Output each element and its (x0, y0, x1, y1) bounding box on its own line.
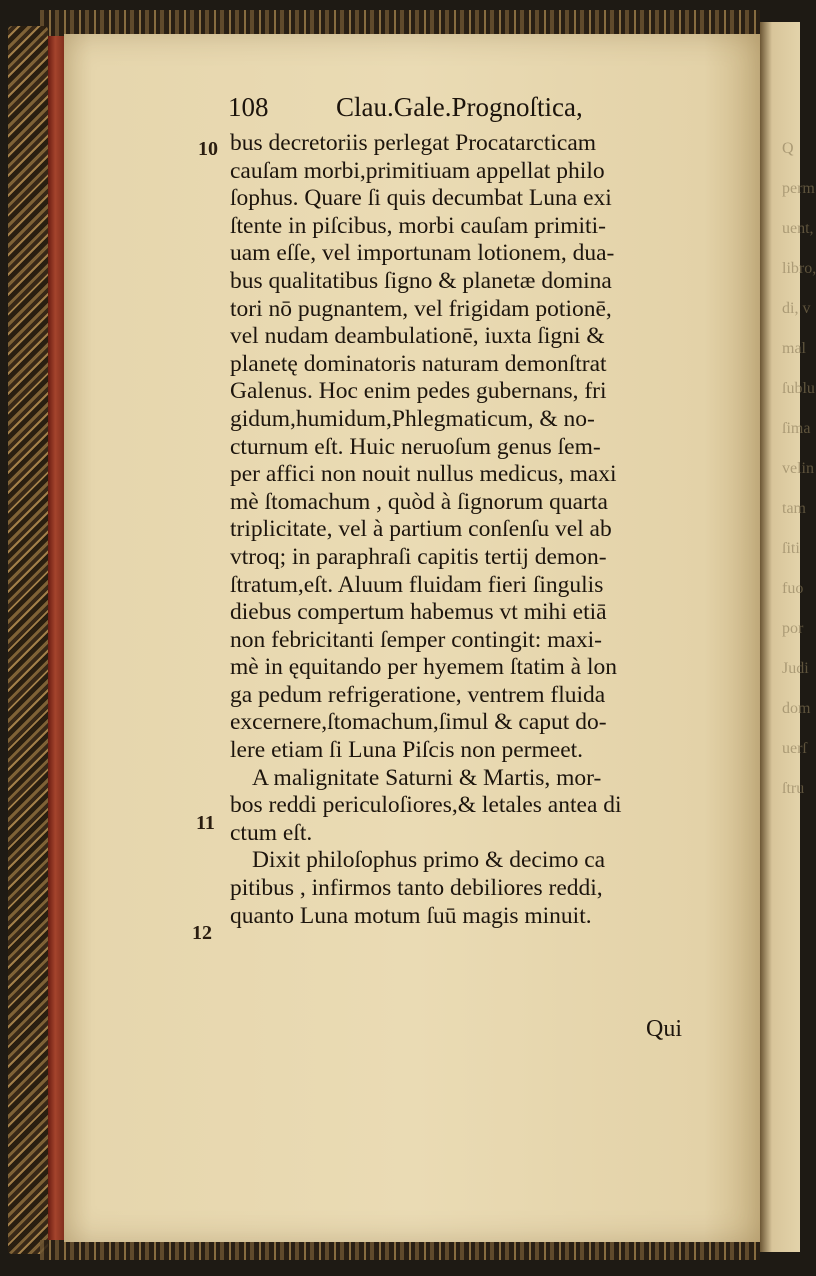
adjacent-page-fragment: di, v (782, 300, 811, 317)
adjacent-page-fragment: ſima (782, 420, 811, 437)
text-line: ſophus. Quare ſi quis decumbat Luna exi (230, 185, 612, 212)
text-line: Dixit philoſophus primo & decimo ca (252, 847, 606, 874)
text-line: pitibus , infirmos tanto debiliores reddi, (230, 875, 603, 902)
text-line: planetę dominatoris naturam demonſtrat (230, 350, 607, 377)
adjacent-page-fragment: uent, (782, 220, 814, 237)
binding-top-edge (40, 10, 760, 36)
text-line: Galenus. Hoc enim pedes gubernans, fri (230, 378, 607, 405)
body-text (230, 130, 700, 930)
adjacent-page-fragment: uerſ (782, 740, 807, 757)
adjacent-page-fragment: tam (782, 500, 806, 517)
text-line: lere etiam ſi Luna Piſcis non permeet. (230, 737, 584, 764)
adjacent-page-fragment: por (782, 620, 804, 637)
text-line: ſtente in piſcibus, morbi cauſam primiti- (230, 212, 606, 239)
text-line: bus decretoriis perlegat Procatarcticam (230, 130, 597, 156)
adjacent-page-fragment: dom (782, 700, 811, 717)
text-line: ga pedum refrigeratione, ventrem fluida (230, 681, 606, 708)
section-number-12: 12 (192, 922, 212, 944)
text-line: mè ſtomachum , quòd à ſignorum quarta (230, 488, 608, 515)
text-line: uam eſſe, vel importunam lotionem, dua- (230, 240, 615, 267)
text-line: mè in ęquitando per hyemem ſtatim à lon (230, 654, 617, 681)
adjacent-page-fragment: ſiti (782, 540, 800, 557)
binding-bottom-edge (40, 1240, 760, 1260)
text-line: quanto Luna motum ſuū magis minuit. (230, 902, 592, 929)
binding-tooled-spine (8, 26, 48, 1254)
adjacent-page-fragment: velin (782, 460, 814, 477)
adjacent-page-fragment: ſtru (782, 780, 805, 797)
text-line: diebus compertum habemus vt mihi etiā (230, 599, 607, 626)
text-line: tori nō pugnantem, vel frigidam potionē, (230, 295, 612, 322)
text-line: gidum,humidum,Phlegmaticum, & no- (230, 405, 595, 432)
section-number-11: 11 (196, 812, 215, 834)
text-line: non febricitanti ſemper contingit: maxi- (230, 626, 602, 653)
text-line: excernere,ſtomachum,ſimul & caput do- (230, 709, 607, 736)
adjacent-page-fragment: Q (782, 140, 794, 157)
text-line: A malignitate Saturni & Martis, mor- (252, 764, 602, 791)
section-number-10: 10 (198, 138, 218, 160)
adjacent-page-fragment: Judi (782, 660, 809, 677)
text-line: triplicitate, vel à partium conſenſu vel ab (230, 516, 612, 543)
folio-number: 108 (228, 92, 269, 122)
running-title: Clau.Gale.Prognoſtica, (336, 92, 583, 122)
text-line: bos reddi periculoſiores,& letales antea di (230, 792, 622, 819)
page-header (228, 92, 648, 132)
text-line: bus qualitatibus ſigno & planetæ domina (230, 267, 612, 294)
text-line: vel nudam deambulationē, iuxta ſigni & (230, 323, 605, 350)
text-line: ſtratum,eſt. Aluum fluidam fieri ſingulis (230, 571, 604, 598)
adjacent-page-fragment: mal (782, 340, 806, 357)
text-line: cturnum eſt. Huic neruoſum genus ſem- (230, 433, 601, 460)
text-line: vtroq; in paraphraſi capitis tertij demon- (230, 543, 607, 570)
adjacent-page-fragment: fuo (782, 580, 804, 597)
text-line: ctum eſt. (230, 819, 313, 846)
text-line: per affici non nouit nullus medicus, maxi (230, 461, 617, 488)
text-line: cauſam morbi,primitiuam appellat philo (230, 157, 605, 184)
adjacent-page-fragment: libro, (782, 260, 816, 277)
adjacent-page-fragment: perm (782, 180, 815, 197)
catchword: Qui (646, 1016, 682, 1042)
adjacent-page-fragment: ſublu (782, 380, 815, 397)
